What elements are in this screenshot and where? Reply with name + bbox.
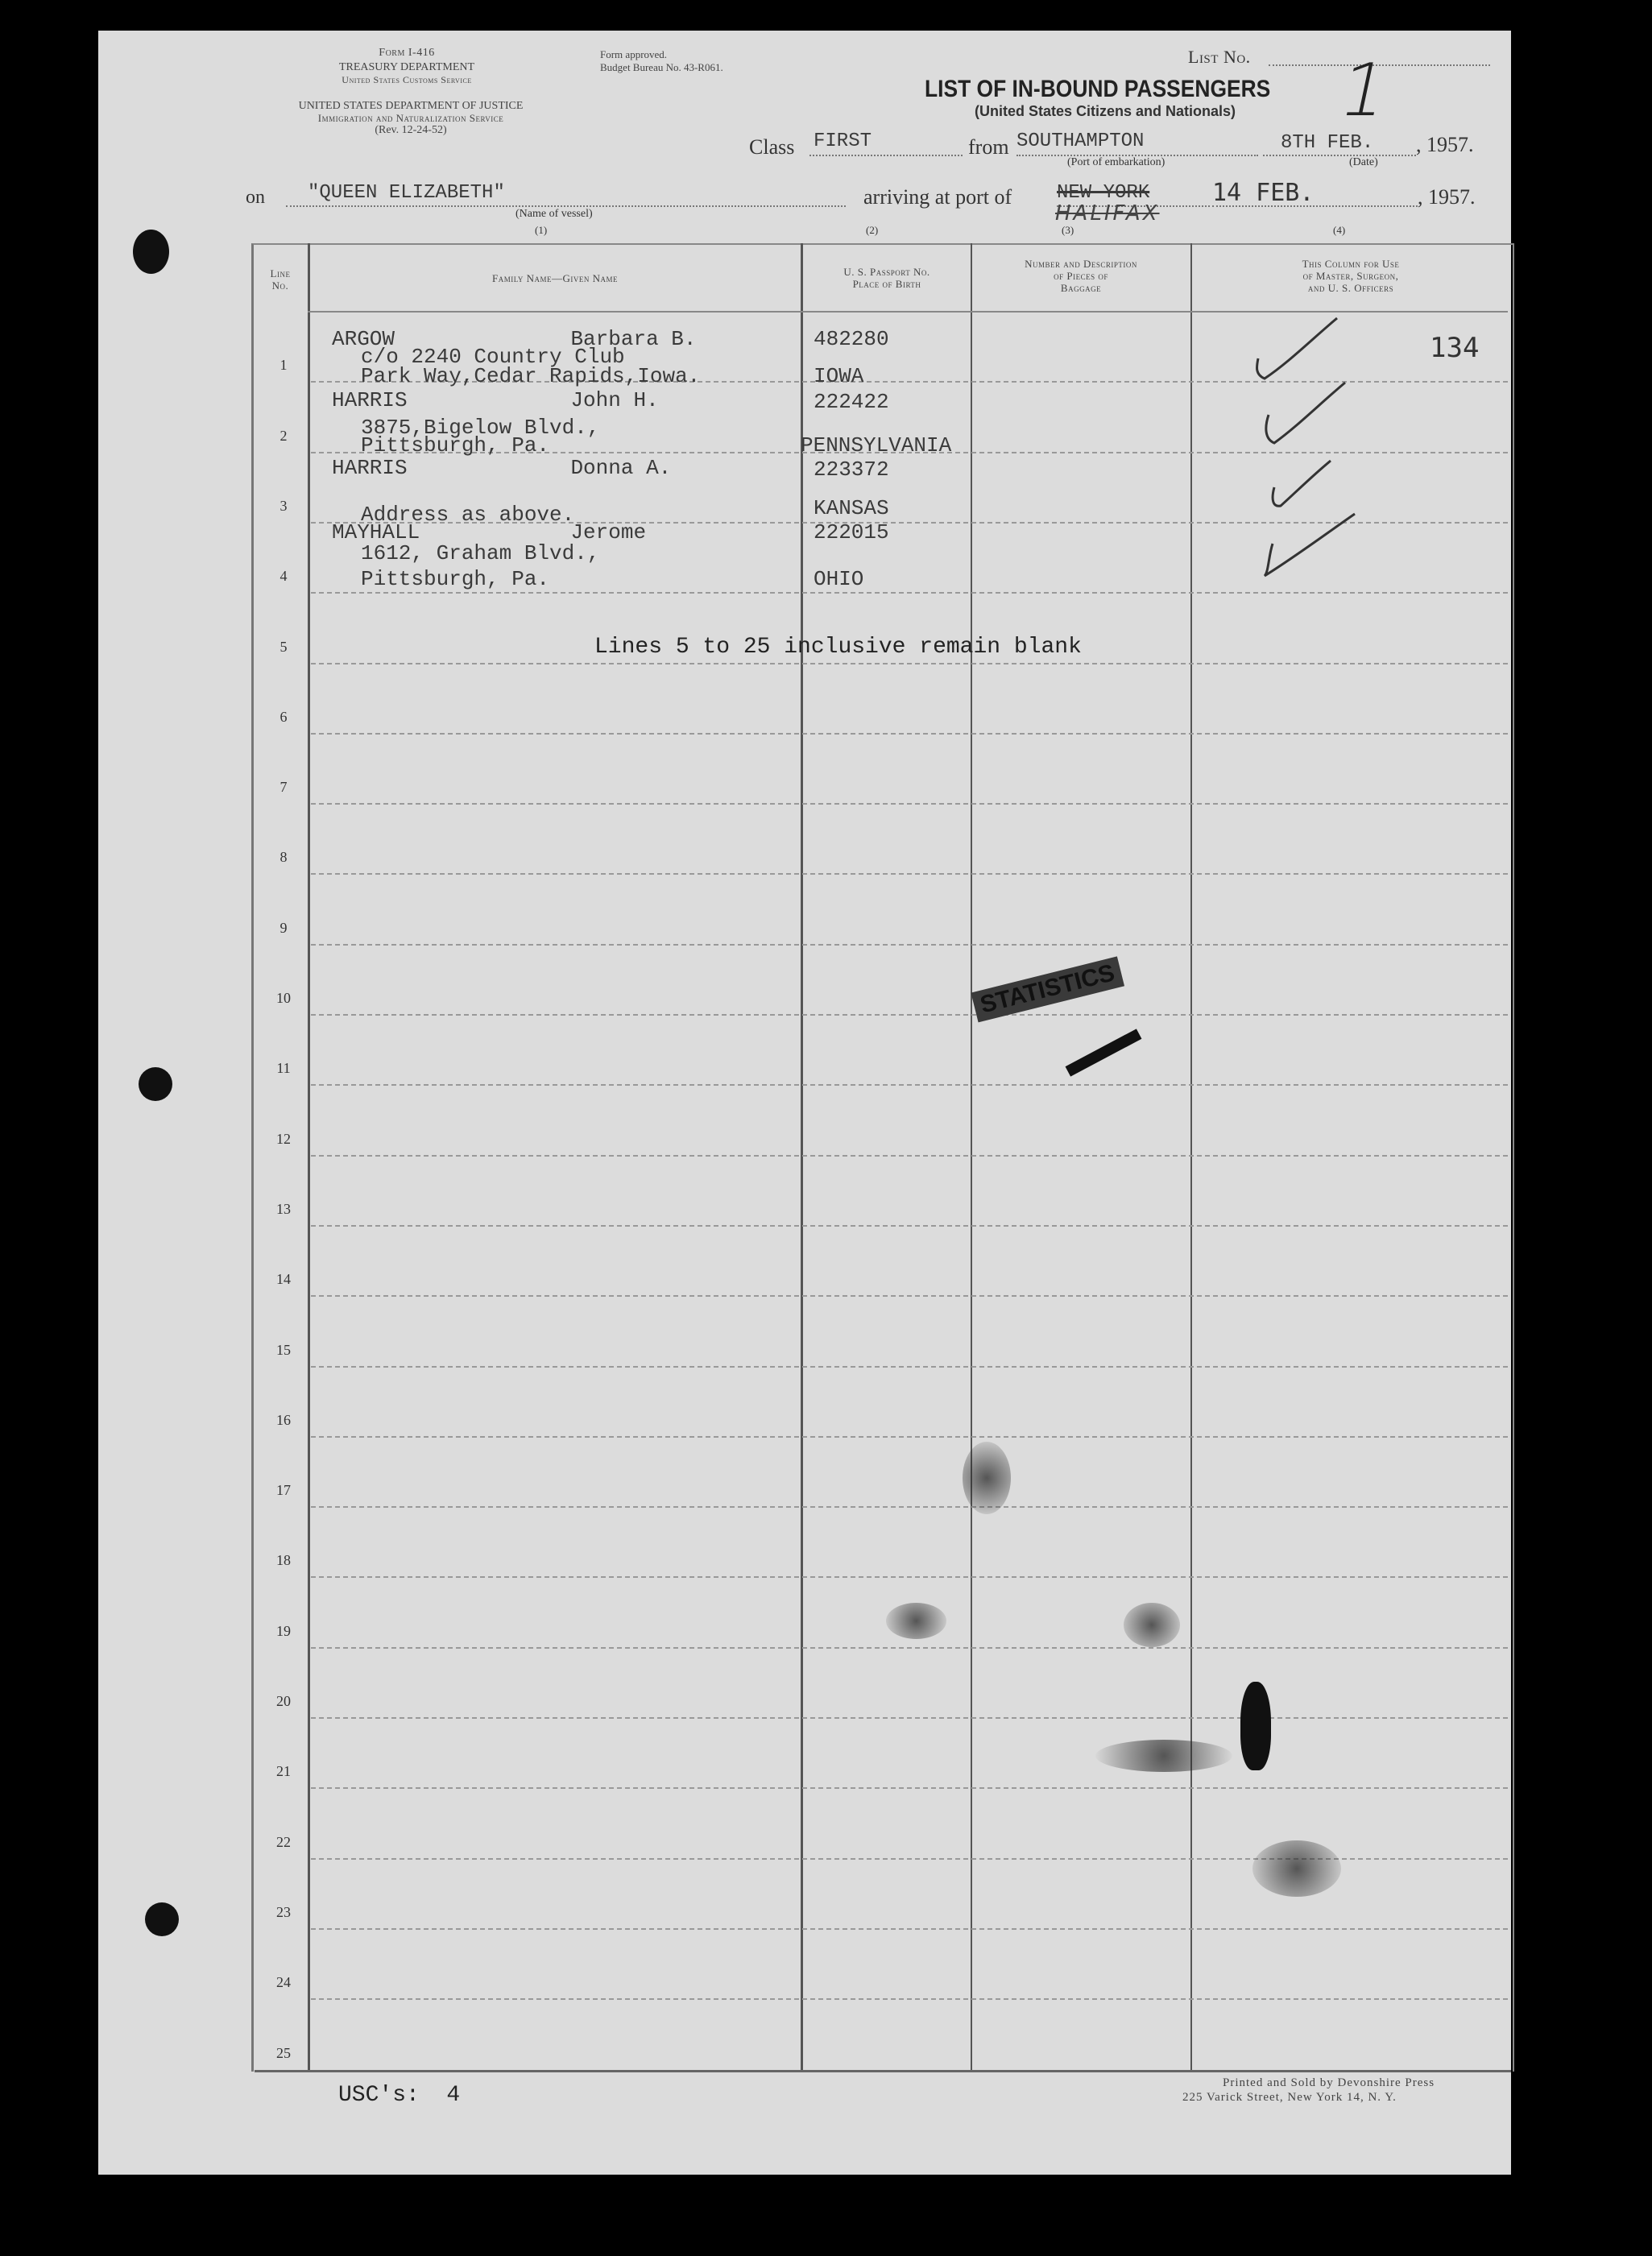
smudge xyxy=(963,1442,1011,1514)
line-number: 16 xyxy=(276,1412,291,1428)
check-mark-icon xyxy=(1266,383,1345,443)
list-no-value: 1 xyxy=(1331,48,1397,133)
line-number: 10 xyxy=(276,990,291,1006)
vessel-line xyxy=(286,205,846,207)
line-number: 12 xyxy=(276,1131,291,1147)
row-rule xyxy=(311,1787,1508,1789)
line-number: 11 xyxy=(276,1060,291,1076)
smudge xyxy=(886,1603,946,1639)
line-number: 3 xyxy=(279,498,288,514)
row-rule xyxy=(311,1225,1508,1227)
from-label: from xyxy=(968,135,1009,159)
budget-bureau: Budget Bureau No. 43-R061. xyxy=(600,61,723,73)
line-number: 20 xyxy=(276,1693,291,1709)
port-handwritten: HALIFAX xyxy=(1055,201,1160,226)
class-label: Class xyxy=(749,135,795,159)
punch-hole xyxy=(145,1902,179,1936)
entry-3-birthplace: KANSAS xyxy=(814,496,889,520)
name-divider xyxy=(801,243,803,2070)
document-subtitle: (United States Citizens and Nationals) xyxy=(975,103,1236,119)
col-line-no xyxy=(256,267,304,292)
caption-1: (1) xyxy=(535,224,548,236)
smudge xyxy=(1124,1603,1180,1647)
line-number: 21 xyxy=(276,1763,291,1779)
entry-4-passport: 222015 xyxy=(814,520,889,544)
printer-line-2: 225 Varick Street, New York 14, N. Y. xyxy=(1182,2091,1397,2104)
line-number: 19 xyxy=(276,1623,291,1639)
col-baggage-3: Baggage xyxy=(1060,282,1102,294)
line-number: 25 xyxy=(276,2045,291,2061)
line-number: 13 xyxy=(276,1201,291,1217)
bottom-rule xyxy=(255,2070,1511,2072)
entry-2-passport: 222422 xyxy=(814,390,889,414)
entry-4-address-2: Pittsburgh, Pa. xyxy=(361,567,550,591)
revision-date: (Rev. 12-24-52) xyxy=(375,124,447,136)
caption-3: (3) xyxy=(1062,224,1074,236)
line-number: 17 xyxy=(276,1482,291,1498)
line-no-divider xyxy=(308,243,310,2070)
line-number: 7 xyxy=(279,779,288,795)
customs-service: United States Customs Service xyxy=(342,74,472,85)
entry-3-address: Address as above. xyxy=(361,503,575,527)
statistics-stamp: STATISTICS xyxy=(971,956,1124,1022)
entry-3-name: HARRIS Donna A. xyxy=(332,456,672,480)
line-number: 22 xyxy=(276,1834,291,1850)
list-no-label: List No. xyxy=(1188,47,1251,67)
col-passport-2: Place of Birth xyxy=(852,278,921,290)
entry-3-passport: 223372 xyxy=(814,457,889,482)
line-number: 18 xyxy=(276,1552,291,1568)
arrival-date: 14 FEB. xyxy=(1212,179,1315,207)
row-rule xyxy=(311,944,1508,946)
usc-count: USC's: 4 xyxy=(338,2083,461,2108)
entry-1-name: ARGOW Barbara B. xyxy=(332,327,697,351)
arriving-label: arriving at port of xyxy=(863,185,1012,209)
row-rule xyxy=(311,1506,1508,1508)
printer-line-1: Printed and Sold by Devonshire Press xyxy=(1223,2076,1435,2089)
col-officers-3: and U. S. Officers xyxy=(1307,282,1394,294)
punch-hole xyxy=(139,1067,172,1101)
port-caption: (Port of embarkation) xyxy=(1067,156,1166,168)
document-title: LIST OF IN-BOUND PASSENGERS xyxy=(925,76,1271,102)
row-rule xyxy=(311,1366,1508,1368)
class-line xyxy=(809,155,963,156)
col-officers-2: of Master, Surgeon, xyxy=(1302,270,1399,282)
date-line xyxy=(1263,155,1416,156)
check-mark-icon xyxy=(1265,514,1355,576)
row-rule xyxy=(311,1436,1508,1438)
check-mark-icon xyxy=(1257,318,1337,379)
treasury-dept: TREASURY DEPARTMENT xyxy=(338,61,475,73)
entry-1-mark: 134 xyxy=(1430,332,1480,364)
ink-blot xyxy=(1240,1682,1271,1770)
form-number: Form I-416 xyxy=(379,47,435,59)
line-number: 1 xyxy=(279,357,288,373)
line-number: 9 xyxy=(279,920,288,936)
vessel-caption: (Name of vessel) xyxy=(515,208,593,220)
col-officers xyxy=(1194,258,1508,294)
col-officers-1: This Column for Use xyxy=(1302,258,1400,270)
row-rule xyxy=(311,1928,1508,1930)
row-rule xyxy=(311,733,1508,735)
line-number: 2 xyxy=(279,428,288,444)
row-rule xyxy=(311,873,1508,875)
line-number: 8 xyxy=(279,849,288,865)
entry-2-address-2: Pittsburgh, Pa. xyxy=(361,433,550,457)
entry-1-address-2: Park Way,Cedar Rapids,Iowa. xyxy=(361,364,701,388)
col-baggage xyxy=(973,258,1189,294)
entry-1-passport: 482280 xyxy=(814,327,889,351)
entry-4-name: MAYHALL Jerome xyxy=(332,520,647,544)
entry-2-name: HARRIS John H. xyxy=(332,388,659,412)
row-rule xyxy=(311,1717,1508,1719)
row-rule xyxy=(311,1295,1508,1297)
col-baggage-1: Number and Description xyxy=(1025,258,1137,270)
row-rule xyxy=(311,1014,1508,1016)
depart-year: , 1957. xyxy=(1416,133,1474,156)
row-rule xyxy=(311,1084,1508,1086)
row-rule xyxy=(311,803,1508,805)
entry-1-birthplace: IOWA xyxy=(814,364,864,388)
date-caption: (Date) xyxy=(1349,156,1378,168)
form-approved: Form approved. xyxy=(600,48,668,60)
on-label: on xyxy=(246,187,265,208)
entry-4-address-1: 1612, Graham Blvd., xyxy=(361,541,600,565)
vessel-name: "QUEEN ELIZABETH" xyxy=(308,182,505,204)
line-number: 5 xyxy=(279,639,288,655)
caption-4: (4) xyxy=(1333,224,1346,236)
baggage-divider xyxy=(1190,243,1192,2070)
col-passport xyxy=(804,266,970,290)
col-line-no-label: Line No. xyxy=(270,267,291,292)
row-rule xyxy=(311,663,1508,664)
smudge xyxy=(1095,1740,1232,1772)
line-number: 4 xyxy=(279,568,288,584)
class-value: FIRST xyxy=(814,130,872,152)
col-baggage-2: of Pieces of xyxy=(1054,270,1108,282)
line-number: 15 xyxy=(276,1342,291,1358)
line-number: 14 xyxy=(276,1271,291,1287)
depart-date: 8TH FEB. xyxy=(1281,132,1374,154)
ink-blot xyxy=(133,230,169,274)
line-number: 24 xyxy=(276,1974,291,1990)
row-rule xyxy=(311,1155,1508,1157)
entry-2-birthplace: PENNSYLVANIA xyxy=(801,433,952,457)
blank-lines-note: Lines 5 to 25 inclusive remain blank xyxy=(594,635,1082,660)
doj-heading: UNITED STATES DEPARTMENT OF JUSTICE xyxy=(298,100,524,112)
caption-2: (2) xyxy=(866,224,879,236)
row-rule xyxy=(311,1647,1508,1649)
row-rule xyxy=(311,1998,1508,2000)
line-number: 6 xyxy=(279,709,288,725)
line-number: 23 xyxy=(276,1904,291,1920)
smudge xyxy=(1252,1840,1341,1897)
from-value: SOUTHAMPTON xyxy=(1016,130,1145,152)
col-passport-1: U. S. Passport No. xyxy=(843,266,930,278)
row-rule xyxy=(311,1576,1508,1578)
ins-heading: Immigration and Naturalization Service xyxy=(317,112,504,124)
entry-2-address-1: 3875,Bigelow Blvd., xyxy=(361,416,600,440)
entry-1-address-1: c/o 2240 Country Club xyxy=(361,345,625,369)
entry-4-birthplace: OHIO xyxy=(814,567,864,591)
arrival-year: , 1957. xyxy=(1418,185,1476,209)
check-marks xyxy=(1208,306,1418,588)
col-name: Family Name—Given Name xyxy=(492,272,618,284)
check-mark-icon xyxy=(1273,461,1331,506)
port-struck: NEW YORK xyxy=(1057,182,1150,204)
row-rule xyxy=(311,592,1508,594)
passport-divider xyxy=(971,243,972,2070)
